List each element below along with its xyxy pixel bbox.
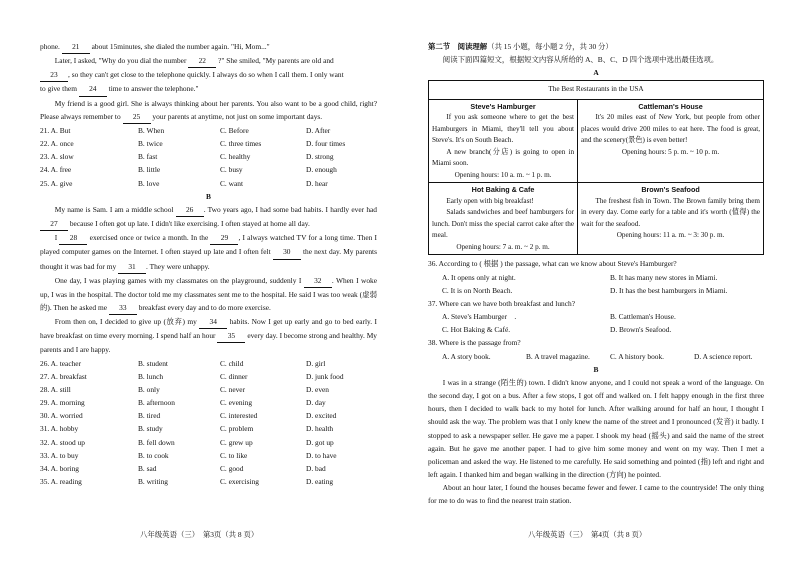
blank-34: 34 [199, 315, 227, 329]
blank-24: 24 [79, 82, 107, 96]
restaurant-cell: Hot Baking & Cafe Early open with big breakfast! Salads sandwiches and beef hamburgers for lunch. Don't miss the special carrot cake after the meal. Opening hours: 7 a. m. ~ 2 p. m. [429, 183, 578, 255]
question-36: 36. According to ( 根据 ) the passage, what can we know about Steve's Hamburger? A. It opens only at night. B. It has many new stores in Miami. C. It is on North Beach. D. It has the best hamburgers in Miami. [428, 259, 728, 295]
blank-22: 22 [188, 54, 216, 68]
opening-hours: Opening hours: 11 a. m. ~ 3: 30 p. m. [616, 231, 725, 240]
option-row: 34. A. boring B. sad C. good D. bad [40, 463, 326, 473]
cloze-line: 23 , so they can't get close to the telephone quickly. I always do so when I call them. I only want [40, 68, 377, 82]
option-row: 33. A. to buy B. to cook C. to like D. to have [40, 450, 337, 460]
option-row: 27. A. breakfast B. lunch C. dinner D. junk food [40, 371, 344, 381]
paragraph-3: One day, I was playing games with my classmates on the playground, suddenly I 32 . When I woke up, I was in the hospital. The doctor told me my classmates sent me to the hospital. He said I was too weak (虚弱的). Then he asked me 33 breakfast every day and to do more exercise. [40, 274, 377, 315]
cloze-line: phone. 21 about 15minutes, she dialed the number again. "Hi, Mom..." [40, 40, 377, 54]
left-column [40, 40, 377, 488]
page-footer-right: 八年级英语（三） 第4页（共 8 页） [528, 530, 647, 539]
instruction: 阅读下面四篇短文，根据短文内容从所给的 A、B、C、D 四个选项中选出最佳选项。 [442, 55, 719, 65]
cloze-line: to give them 24 time to answer the telephone." [40, 82, 377, 96]
option-row: 22. A. once B. twice C. three times D. four times [40, 139, 346, 149]
option-row: 24. A. free B. little C. busy D. enough [40, 165, 337, 175]
story-paragraph-1: I was in a strange (陌生的) town. I didn't know anyone, and I could not speak a word of the language. On the second day, I got on a bus. After a few stops, I got off and walked on. I felt happy enough in the first three hours, then I decided to walk back to my hotel for lunch. After walking around for half an hour, I thought I should ask the way. The problem was that I only knew the name of the street and I pronounced (发音) it badly. I stopped to ask a newspaper seller. He gave me a paper. I shook my head (摇头) and said the name of the street again. But he gave me another paper. I had to give him some money and went on my way. Then I met a policeman and asked the way. He listened to me carefully. He said something and pointed (指) left and right and left again. I thanked him and began walking in the direction (方向) he pointed. [428, 377, 764, 479]
section-b-label: B [206, 191, 211, 201]
option-row: 26. A. teacher B. student C. child D. girl [40, 358, 326, 368]
blank-21: 21 [62, 40, 90, 54]
blank-31: 31 [118, 260, 146, 274]
option-row: 21. A. But B. When C. Before D. After [40, 125, 331, 135]
blank-23: 23 [40, 68, 68, 82]
restaurant-name: Hot Baking & Cafe [471, 185, 535, 195]
section-heading: 第二节 阅读理解（共 15 小题，每小题 2 分，共 30 分） [428, 42, 613, 51]
option-row: 35. A. reading B. writing C. exercising D. eating [40, 477, 334, 486]
opening-hours: Opening hours: 5 p. m. ~ 10 p. m. [621, 147, 720, 156]
blank-26: 26 [176, 203, 204, 217]
option-row: 25. A. give B. love C. want D. hear [40, 178, 328, 188]
restaurant-name: Steve's Hamburger [470, 101, 536, 111]
restaurant-cell: Brown's Seafood The freshest fish in Town. The Brown family bring them in every day. Come early for a table and it's worth (值得) the wait for the seafood. Opening hours: 11 a. m. ~ 3: 30 p. m. [578, 183, 764, 255]
paragraph-2: I 28 exercised once or twice a month. In the 29 , I always watched TV for a long time. Then I played computer games on the Internet. I often stayed up late and I often felt 30 the next day. My parents thought it was bad for my 31 . They were unhappy. [40, 231, 377, 273]
option-row: 28. A. still B. only C. never D. even [40, 384, 329, 394]
question-37: 37. Where can we have both breakfast and lunch? A. Steve's Hamburger . B. Cattleman's House. C. Hot Baking & Café. D. Brown's Seafood. [428, 298, 676, 335]
restaurant-name: Brown's Seafood [641, 185, 700, 195]
option-row: 23. A. slow B. fast C. healthy D. strong [40, 152, 334, 162]
option-row: 29. A. morning B. afternoon C. evening D. day [40, 398, 326, 408]
paragraph-friend: My friend is a good girl. She is always thinking about her parents. You also want to be a good child, right? Please always remember to 25 your parents at anytime, not just on some important days. [40, 97, 377, 124]
story-paragraph-2: About an hour later, I found the houses became fewer and fewer. I came to the countryside! The only thing for me to do was to find the nearest train station. [428, 483, 764, 506]
opening-hours: Opening hours: 10 a. m. ~ 1 p. m. [454, 170, 552, 179]
question-38: 38. Where is the passage from? A. A story book. B. A travel magazine. C. A history book. D. A science report. [428, 338, 753, 361]
opening-hours: Opening hours: 7 a. m. ~ 2 p. m. [456, 242, 550, 251]
option-row: 30. A. worried B. tired C. interested D. excited [40, 411, 337, 421]
restaurant-table [428, 80, 764, 255]
blank-32: 32 [304, 274, 332, 288]
restaurant-name: Cattleman's House [638, 101, 703, 111]
restaurant-cell: Cattleman's House It's 20 miles east of New York, but people from other places would drive 200 miles to eat here. The food is great, and the scenery(景色) is even better! Opening hours: 5 p. m. ~ 10 p. m. [578, 99, 764, 183]
blank-27: 27 [40, 217, 68, 231]
option-row: 32. A. stood up B. fell down C. grew up D. got up [40, 437, 334, 447]
blank-28: 28 [59, 231, 87, 245]
options-b [40, 357, 377, 489]
cloze-a-continuation [40, 40, 377, 124]
option-row: 31. A. hobby B. study C. problem D. health [40, 424, 334, 434]
blank-29: 29 [210, 231, 238, 245]
cloze-line: Later, I asked, "Why do you dial the number 22 ?" She smiled, "My parents are old and [40, 54, 377, 68]
blank-30: 30 [273, 245, 301, 259]
page-footer-left: 八年级英语（三） 第3页（共 8 页） [140, 530, 259, 539]
blank-25: 25 [123, 110, 151, 124]
blank-33: 33 [109, 301, 137, 315]
table-title: The Best Restaurants in the USA [429, 81, 764, 100]
passage-a-label: A [593, 68, 599, 78]
blank-35: 35 [217, 329, 245, 343]
paragraph-4: From then on, I decided to give up (放弃) my 34 habits. Now I get up early and go to bed early. I have breakfast on time every morning. I spend half an hour 35 every day. I become strong and healthy. My parents and I are happy. [40, 317, 377, 355]
restaurant-cell: Steve's Hamburger If you ask someone where to get the best Hamburgers in Miami, they'll tell you about Steve's. It's on South Beach. A new branch(分店) is going to open in Miami soon. Opening hours: 10 a. m. ~ 1 p. m. [429, 99, 578, 183]
paragraph-1: My name is Sam. I am a middle school 26 . Two years ago, I had some bad habits. I hardly ever had 27 because I often got up late. I didn't like exercising. I often stayed at home all day. [40, 203, 377, 231]
right-column [428, 40, 764, 507]
options-a [40, 124, 377, 190]
passage-b-label: B [593, 364, 599, 374]
